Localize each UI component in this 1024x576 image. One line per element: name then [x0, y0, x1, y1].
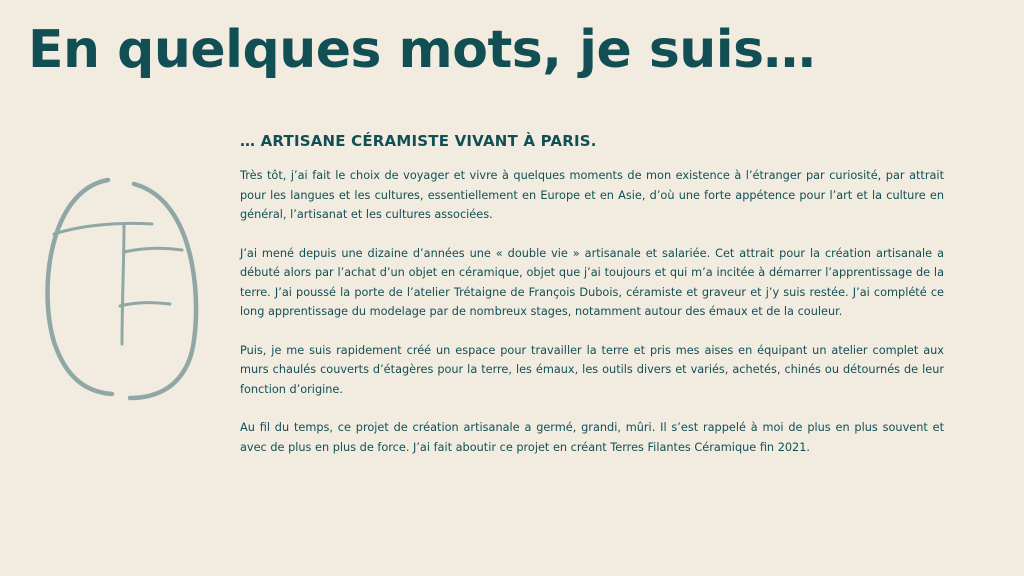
- tf-monogram-logo-icon: [42, 172, 210, 404]
- paragraph-3: Puis, je me suis rapidement créé un espace pour travailler la terre et pris mes aises en équipant un atelier complet aux murs chaulés couverts d’étagères pour la terre, les émaux, les outils divers et variés, achetés, chinés ou détournés de leur fonction d’origine.: [240, 343, 944, 396]
- paragraph-4: Au fil du temps, ce projet de création artisanale a germé, grandi, mûri. Il s’est rappelé à moi de plus en plus souvent et avec de plus en plus de force. J’ai fait aboutir ce projet en créant Terres Filantes Céramique fin 2021.: [240, 421, 944, 454]
- paragraph-2: J’ai mené depuis une dizaine d’années une « double vie » artisanale et salariée. Cet attrait pour la création artisanale a débuté alors par l’achat d’un objet en céramique, objet que j’ai toujours et qui m’a incitée à démarrer l’apprentissage de la terre. J’ai poussé la porte de l’atelier Trétaigne de François Dubois, céramiste et graveur et j’y suis restée. J’ai complété ce long apprentissage du modelage par de nombreux stages, notamment autour des émaux et de la couleur.: [240, 246, 944, 318]
- subtitle: … ARTISANE CÉRAMISTE VIVANT À PARIS.: [240, 132, 597, 150]
- content-column: [240, 128, 944, 476]
- page-title: En quelques mots, je suis…: [28, 20, 816, 80]
- paragraph-1: Très tôt, j’ai fait le choix de voyager et vivre à quelques moments de mon existence à l’étranger par curiosité, par attrait pour les langues et les cultures, essentiellement en Europe et en Asie, d’où une forte appétence pour l’art et la culture en général, l’artisanat et les cultures associées.: [240, 169, 944, 221]
